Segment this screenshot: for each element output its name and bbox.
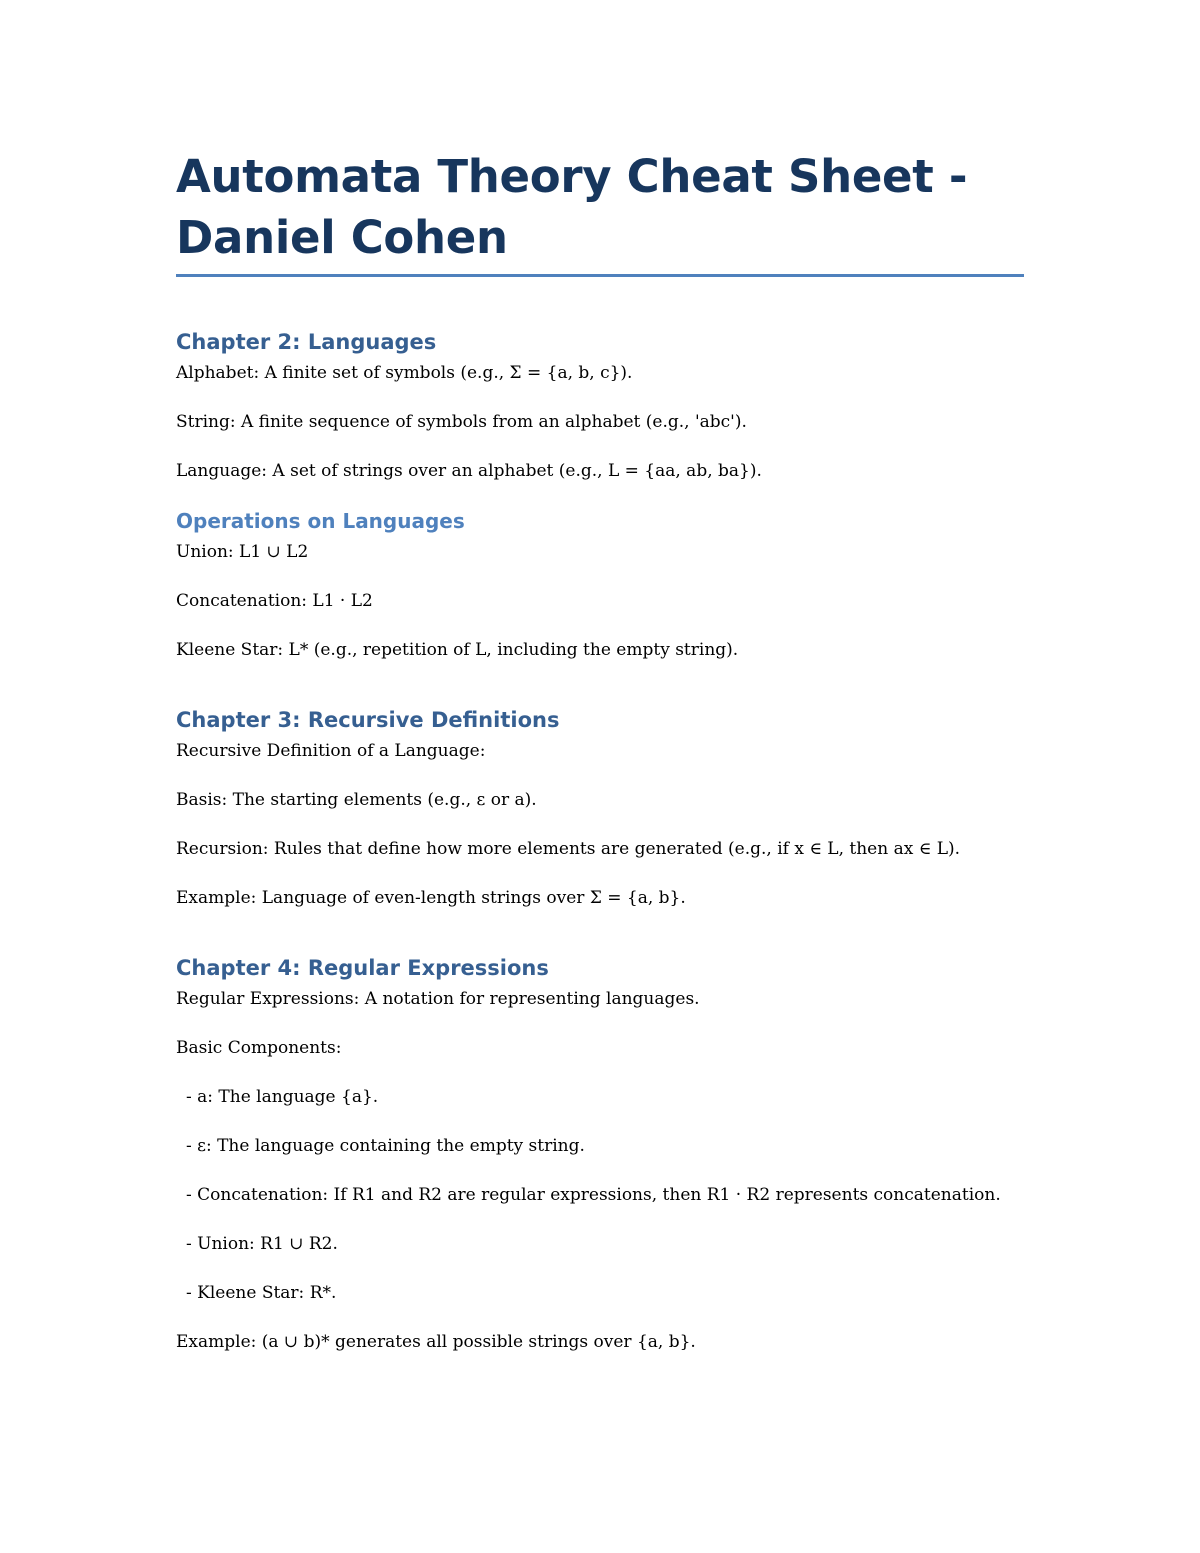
heading-operations-on-languages: Operations on Languages xyxy=(176,509,465,533)
paragraph-basic-components: Basic Components: xyxy=(176,1038,342,1058)
list-item-epsilon: - ε: The language containing the empty string. xyxy=(186,1136,585,1156)
heading-chapter-4: Chapter 4: Regular Expressions xyxy=(176,956,549,980)
title-underline xyxy=(176,274,1024,277)
heading-chapter-2: Chapter 2: Languages xyxy=(176,330,437,354)
list-item-a: - a: The language {a}. xyxy=(186,1087,379,1107)
document-title: Automata Theory Cheat Sheet - Daniel Cohen xyxy=(176,150,968,264)
paragraph-example-all-strings: Example: (a ∪ b)* generates all possible strings over {a, b}. xyxy=(176,1332,696,1352)
paragraph-recursion: Recursion: Rules that define how more elements are generated (e.g., if x ∈ L, then ax ∈ L). xyxy=(176,839,961,859)
paragraph-example-even-length: Example: Language of even-length strings over Σ = {a, b}. xyxy=(176,888,686,908)
paragraph-alphabet: Alphabet: A finite set of symbols (e.g., Σ = {a, b, c}). xyxy=(176,363,633,383)
paragraph-string: String: A finite sequence of symbols from an alphabet (e.g., 'abc'). xyxy=(176,412,747,432)
paragraph-regular-expressions: Regular Expressions: A notation for representing languages. xyxy=(176,989,700,1009)
paragraph-basis: Basis: The starting elements (e.g., ε or a). xyxy=(176,790,537,810)
paragraph-language: Language: A set of strings over an alphabet (e.g., L = {aa, ab, ba}). xyxy=(176,461,762,481)
section-spacer xyxy=(176,933,1024,953)
list-item-concatenation: - Concatenation: If R1 and R2 are regular expressions, then R1 · R2 represents concatenation. xyxy=(186,1185,1001,1205)
section-spacer xyxy=(176,685,1024,705)
paragraph-kleene-star: Kleene Star: L* (e.g., repetition of L, including the empty string). xyxy=(176,640,739,660)
list-item-kleene-star: - Kleene Star: R*. xyxy=(186,1283,337,1303)
document-body xyxy=(176,146,1024,1357)
list-item-union: - Union: R1 ∪ R2. xyxy=(186,1234,338,1254)
paragraph-recursive-definition: Recursive Definition of a Language: xyxy=(176,741,486,761)
paragraph-union: Union: L1 ∪ L2 xyxy=(176,542,309,562)
paragraph-concatenation: Concatenation: L1 · L2 xyxy=(176,591,373,611)
heading-chapter-3: Chapter 3: Recursive Definitions xyxy=(176,708,560,732)
